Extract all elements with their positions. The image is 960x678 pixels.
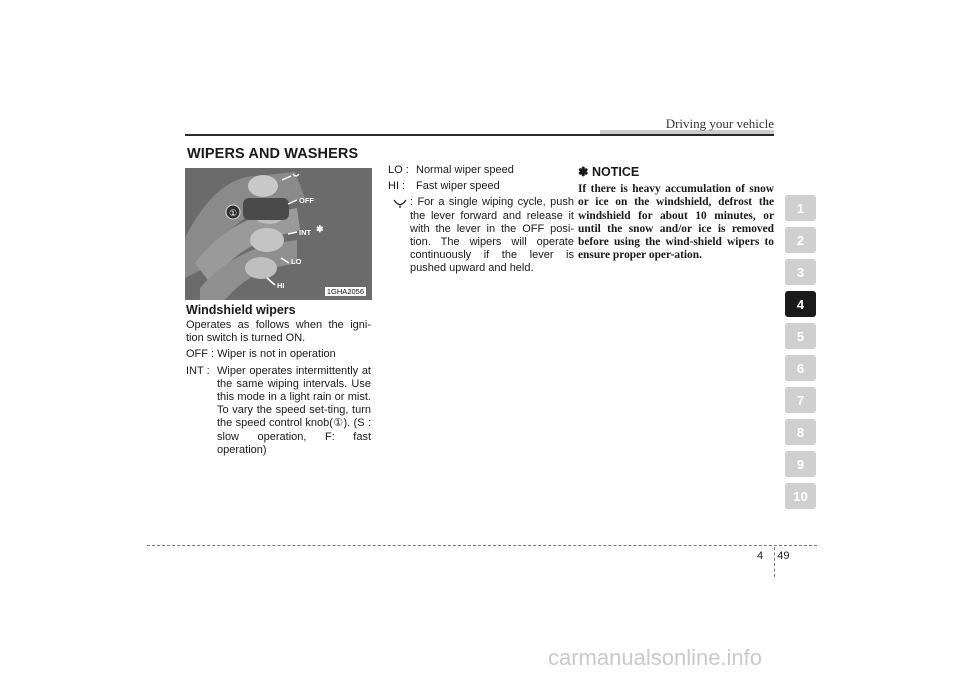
wiper-lever-figure — [185, 168, 372, 300]
chapter-tab-8[interactable]: 8 — [785, 419, 816, 445]
lo-term: LO : — [388, 164, 409, 176]
notice-mark: ✽ — [578, 165, 589, 179]
knob-marker: ① — [229, 208, 238, 218]
label-off: OFF — [299, 196, 314, 205]
chapter-tab-5[interactable]: 5 — [785, 323, 816, 349]
figure-code: 1GHA2056 — [326, 287, 364, 296]
intro-paragraph: Operates as follows when the igni-tion switch is turned ON. — [186, 319, 371, 345]
chapter-tab-2[interactable]: 2 — [785, 227, 816, 253]
label-int: INT — [299, 228, 312, 237]
chapter-tab-3[interactable]: 3 — [785, 259, 816, 285]
chapter-tab-1[interactable]: 1 — [785, 195, 816, 221]
int-term: INT : — [186, 364, 210, 377]
notice-box — [578, 164, 774, 263]
int-text: Wiper operates intermittently at the same wiping intervals. Use this mode in a light rain or mist. To vary the speed set-ting, turn the speed control knob(①). (S : slow operation, F: fast operation) — [217, 364, 371, 456]
off-text: Wiper is not in operation — [217, 348, 336, 361]
chapter-tab-6[interactable]: 6 — [785, 355, 816, 381]
label-int-mark: ✱ — [316, 224, 324, 234]
chapter-tab-7[interactable]: 7 — [785, 387, 816, 413]
off-term: OFF : — [186, 348, 215, 361]
section-heading: WIPERS AND WASHERS — [187, 146, 359, 162]
notice-title — [578, 164, 774, 179]
header-rule — [185, 134, 774, 136]
notice-body: If there is heavy accumulation of snow or ice on the windshield, defrost the windshield for about 10 minutes, or until the snow and/or ice is removed before using the wind-shield wipers to ensure proper oper-ation. — [578, 183, 774, 262]
label-lo: LO — [291, 257, 302, 266]
hi-text: Fast wiper speed — [416, 180, 500, 193]
int-definition — [186, 365, 371, 457]
watermark: carmanualsonline.info — [548, 645, 763, 670]
chapter-tab-9[interactable]: 9 — [785, 451, 816, 477]
chapter-tab-4[interactable]: 4 — [785, 291, 816, 317]
mist-text: : For a single wiping cycle, push the lever forward and release it with the lever in the OFF posi-tion. The wipers will operate continuously if the lever is pushed upward and held. — [410, 196, 574, 275]
column-2-text — [388, 164, 574, 276]
hi-term: HI : — [388, 180, 406, 193]
running-header: Driving your vehicle — [665, 116, 774, 131]
page-number — [757, 550, 790, 562]
footer-page: 49 — [777, 550, 790, 562]
footer-rule — [147, 545, 817, 546]
footer-chapter: 4 — [757, 550, 764, 562]
lo-definition — [388, 164, 574, 177]
subheading-windshield-wipers: Windshield wipers — [186, 303, 296, 317]
mist-definition — [388, 196, 574, 275]
mist-icon — [392, 197, 408, 209]
off-definition — [186, 348, 371, 361]
hi-definition — [388, 180, 574, 193]
lo-text: Normal wiper speed — [416, 164, 514, 176]
chapter-tab-10[interactable]: 10 — [785, 483, 816, 509]
label-hi: HI — [277, 281, 285, 290]
notice-title-text: NOTICE — [591, 165, 640, 179]
column-1-text — [186, 319, 371, 457]
